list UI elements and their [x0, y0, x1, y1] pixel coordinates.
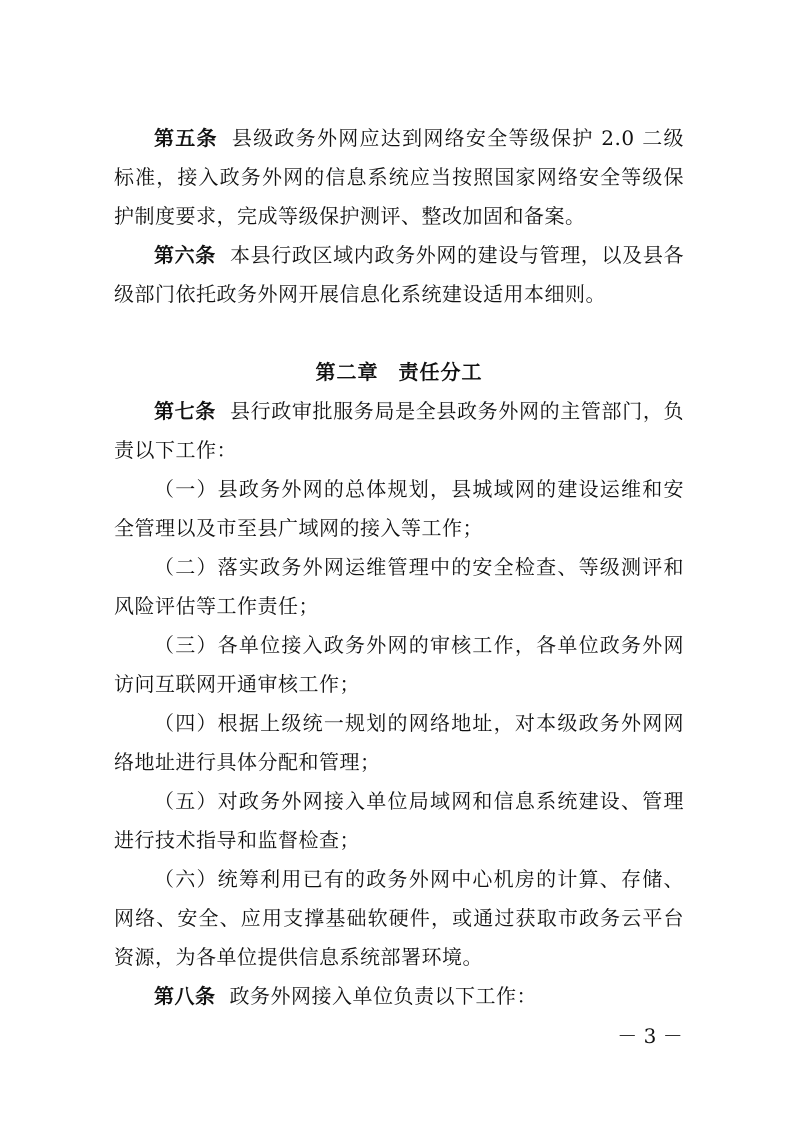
- article-label: 第八条: [154, 984, 216, 1008]
- page-number: － 3 －: [617, 1024, 683, 1048]
- article-text: 本县行政区域内政务外网的建设与管理，以及县各级部门依托政务外网开展信息化系统建设适用本细则。: [114, 243, 684, 306]
- duty-item: （六）统筹利用已有的政务外网中心机房的计算、存储、网络、安全、应用支撑基础软硬件，或通过获取市政务云平台资源，为各单位提供信息系统部署环境。: [114, 867, 684, 969]
- duty-item: （二）落实政务外网运维管理中的安全检查、等级测评和风险评估等工作责任；: [114, 555, 684, 618]
- chapter-title: 责任分工: [398, 360, 483, 384]
- article-8: [114, 977, 684, 1016]
- duty-item: （三）各单位接入政务外网的审核工作，各单位政务外网访问互联网开通审核工作；: [114, 633, 684, 696]
- chapter-heading: [114, 353, 684, 392]
- article-text: 政务外网接入单位负责以下工作：: [229, 984, 537, 1008]
- article-text: 县级政务外网应达到网络安全等级保护 2.0 二级标准，接入政务外网的信息系统应当按照国家网络安全等级保护制度要求，完成等级保护测评、整改加固和备案。: [114, 126, 684, 228]
- duty-item: （五）对政务外网接入单位局域网和信息系统建设、管理进行技术指导和监督检查；: [114, 789, 684, 852]
- document-body: [114, 119, 684, 1016]
- article-label: 第五条: [154, 126, 218, 150]
- article-7: [114, 392, 684, 470]
- spacer: [114, 314, 684, 353]
- chapter-number: 第二章: [315, 360, 379, 384]
- article-label: 第六条: [154, 243, 216, 267]
- article-label: 第七条: [154, 399, 216, 423]
- article-text: 县行政审批服务局是全县政务外网的主管部门，负责以下工作：: [114, 399, 684, 462]
- duty-item: （四）根据上级统一规划的网络地址，对本级政务外网网络地址进行具体分配和管理；: [114, 711, 684, 774]
- article-6: [114, 236, 684, 314]
- article-5: [114, 119, 684, 236]
- duty-item: （一）县政务外网的总体规划，县城域网的建设运维和安全管理以及市至县广域网的接入等工作；: [114, 477, 684, 540]
